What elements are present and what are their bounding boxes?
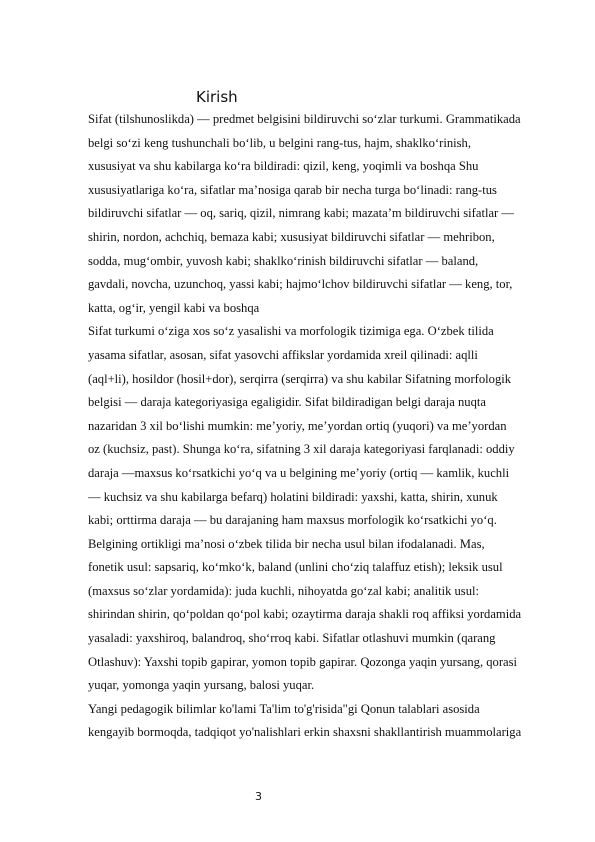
text-line: Belgining ortikligi maʼnosi oʻzbek tilida bir necha usul bilan ifodalanadi. Mas, (88, 536, 485, 551)
text-line: katta, ogʻir, yengil kabi va boshqa (88, 300, 260, 315)
page-heading: Kirish (196, 88, 238, 106)
body-text (88, 108, 570, 745)
text-line: Yangi pedagogik bilimlar ko'lami Ta'lim to'g'risida"gi Qonun talablari asosida (88, 701, 480, 716)
text-line: shirindan shirin, qoʻpoldan qoʻpol kabi; ozaytirma daraja shakli roq affiksi yordamida (88, 607, 522, 622)
text-line: bildiruvchi sifatlar — oq, sariq, qizil, nimrang kabi; mazataʼm bildiruvchi sifatlar — (88, 206, 514, 221)
text-line: nazaridan 3 xil boʻlishi mumkin: meʼyoriy, meʼyordan ortiq (yuqori) va meʼyordan (88, 418, 507, 433)
text-line: Otlashuv): Yaxshi topib gapirar, yomon topib gapirar. Qozonga yaqin yursang, qorasi (88, 654, 518, 669)
text-line: daraja —maxsus koʻrsatkichi yoʻq va u belgining meʼyoriy (ortiq — kamlik, kuchli (88, 465, 510, 480)
text-line: gavdali, novcha, uzunchoq, yassi kabi; hajmoʻlchov bildiruvchi sifatlar — keng, tor, (88, 277, 513, 292)
text-line: sodda, mugʻombir, yuvosh kabi; shaklkoʻrinish bildiruvchi sifatlar — baland, (88, 253, 479, 268)
text-line: xususiyat va shu kabilarga koʻra bildiradi: qizil, keng, yoqimli va boshqa Shu (88, 159, 479, 174)
text-line: yasama sifatlar, asosan, sifat yasovchi affikslar yordamida xreil qilinadi: aqlli (88, 347, 478, 362)
text-line: xususiyatlariga koʻra, sifatlar maʼnosiga qarab bir necha turga boʻlinadi: rang-tus (88, 182, 497, 197)
text-line: shirin, nordon, achchiq, bemaza kabi; xususiyat bildiruvchi sifatlar — mehribon, (88, 229, 495, 244)
text-line: fonetik usul: sapsariq, koʻmkoʻk, baland (unlini choʻziq talaffuz etish); leksik usul (88, 560, 503, 575)
text-line: yasaladi: yaxshiroq, balandroq, shoʻrroq kabi. Sifatlar otlashuvi mumkin (qarang (88, 631, 496, 646)
text-line: yuqar, yomonga yaqin yursang, balosi yuqar. (88, 678, 315, 693)
text-line: kabi; orttirma daraja — bu darajaning ham maxsus morfologik koʻrsatkichi yoʻq. (88, 513, 497, 528)
text-line: Sifat turkumi oʻziga xos soʻz yasalishi va morfologik tizimiga ega. Oʻzbek tilida (88, 324, 494, 339)
text-line: (aql+li), hosildor (hosil+dor), serqirra (serqirra) va shu kabilar Sifatning morfologik (88, 371, 512, 386)
text-line: (maxsus soʻzlar yordamida): juda kuchli, nihoyatda goʻzal kabi; analitik usul: (88, 583, 480, 598)
text-line: oz (kuchsiz, past). Shunga koʻra, sifatning 3 xil daraja kategoriyasi farqlanadi: oddiy (88, 442, 515, 457)
text-line: — kuchsiz va shu kabilarga befarq) holatini bildiradi: yaxshi, katta, shirin, xunuk (88, 489, 498, 504)
text-line: belgisi — daraja kategoriyasiga egaligidir. Sifat bildiradigan belgi daraja nuqta (88, 395, 486, 410)
page-number: 3 (255, 790, 262, 803)
text-line: Sifat (tilshunoslikda) — predmet belgisini bildiruvchi soʻzlar turkumi. Grammatikada (88, 112, 521, 126)
text-line: belgi soʻzi keng tushunchali bo‘lib, u belgini rang-tus, hajm, shaklko‘rinish, (88, 135, 471, 150)
text-line: kengayib bormoqda, tadqiqot yo'nalishlari erkin shaxsni shakllantirish muammolariga (88, 725, 522, 740)
